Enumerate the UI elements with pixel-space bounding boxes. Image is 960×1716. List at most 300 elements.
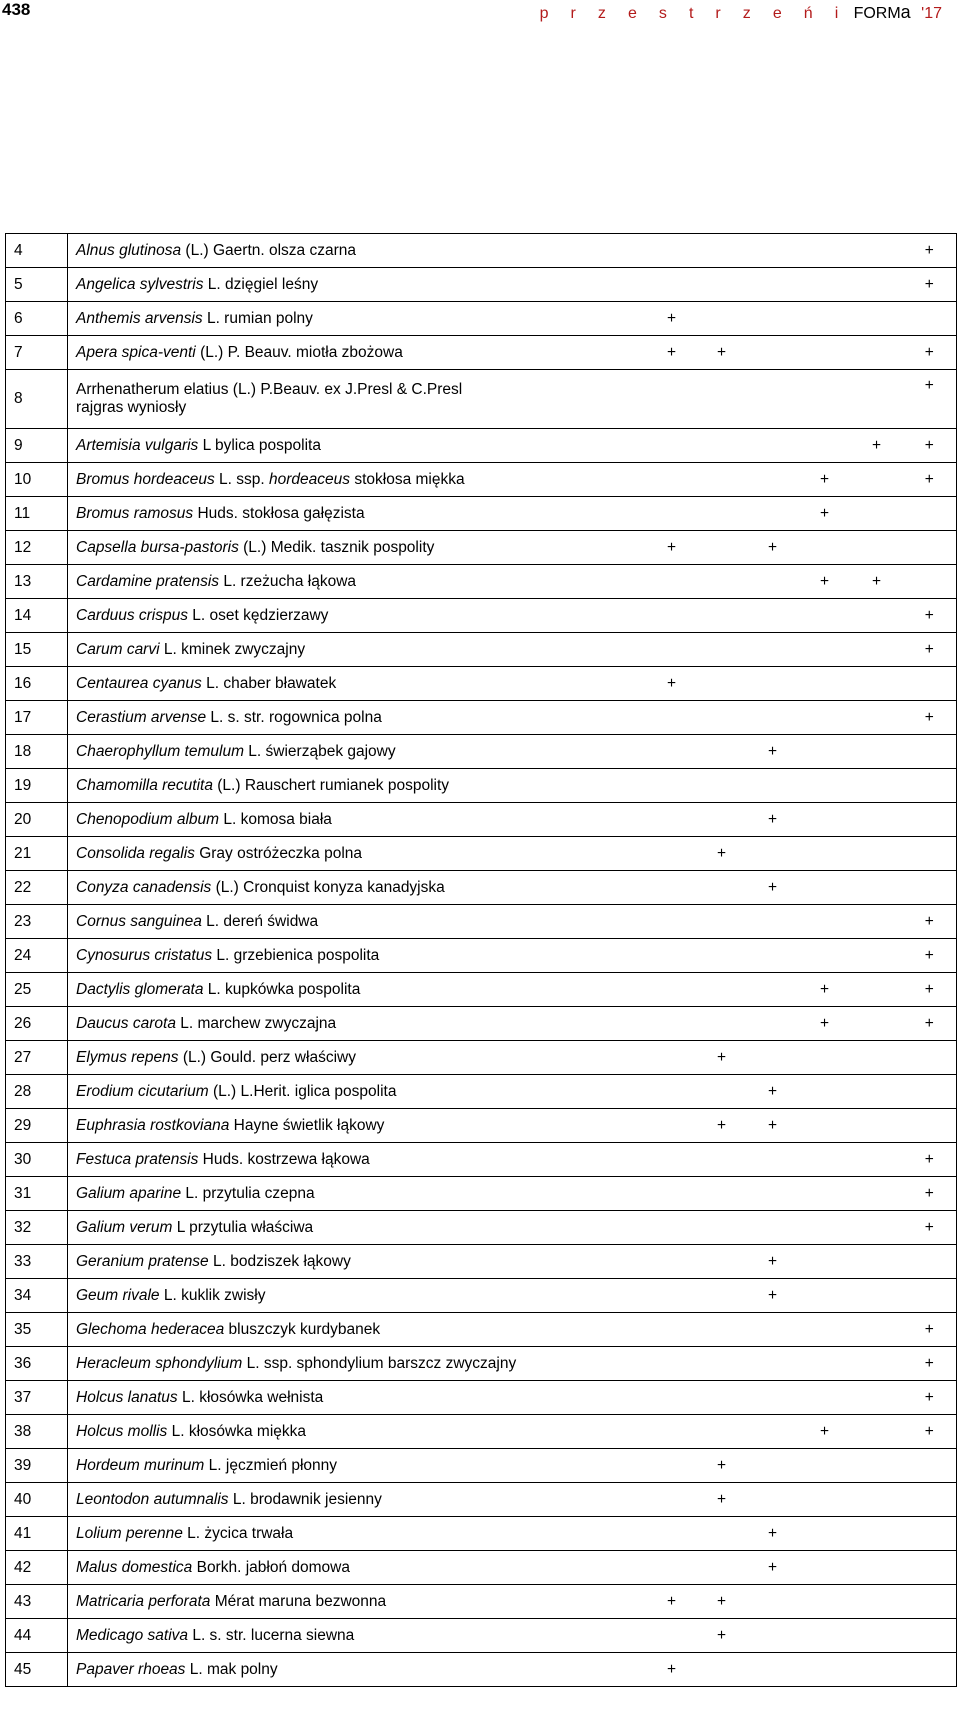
table-row <box>6 1143 957 1177</box>
table-row <box>6 973 957 1007</box>
occurrence-cell <box>851 497 903 531</box>
table-row <box>6 531 957 565</box>
species-name <box>68 1313 647 1347</box>
occurrence-cell <box>799 1007 851 1041</box>
species-name <box>68 1041 647 1075</box>
author-common-name: L przytulia właściwa <box>172 1218 314 1236</box>
occurrence-cell <box>747 1483 799 1517</box>
plus-mark: + <box>924 1422 934 1440</box>
occurrence-cell <box>799 905 851 939</box>
species-name <box>68 336 647 370</box>
occurrence-cell <box>747 1517 799 1551</box>
occurrence-cell <box>647 370 697 429</box>
species-name <box>68 905 647 939</box>
latin-name: Holcus mollis <box>76 1422 168 1440</box>
row-number: 16 <box>6 667 68 701</box>
occurrence-cell <box>799 1585 851 1619</box>
row-number: 27 <box>6 1041 68 1075</box>
occurrence-cell <box>697 1415 747 1449</box>
occurrence-cell <box>851 905 903 939</box>
author-common-name: L. chaber bławatek <box>201 674 337 692</box>
occurrence-cell <box>903 633 957 667</box>
plus-mark: + <box>924 606 934 624</box>
species-name <box>68 1585 647 1619</box>
occurrence-cell <box>851 1177 903 1211</box>
species-name <box>68 370 647 429</box>
table-row <box>6 234 957 268</box>
latin-subspecies: hordeaceus <box>269 470 351 488</box>
latin-name: Chenopodium album <box>76 810 220 828</box>
occurrence-cell <box>799 531 851 565</box>
occurrence-cell <box>747 463 799 497</box>
occurrence-cell <box>647 1381 697 1415</box>
author-common-name: L. ssp. <box>214 470 269 488</box>
occurrence-cell <box>799 1347 851 1381</box>
species-name <box>68 1007 647 1041</box>
latin-name: Cerastium arvense <box>76 708 207 726</box>
occurrence-cell <box>903 973 957 1007</box>
row-number: 21 <box>6 837 68 871</box>
plus-mark: + <box>666 674 677 692</box>
species-name <box>68 939 647 973</box>
occurrence-cell <box>903 803 957 837</box>
species-name <box>68 302 647 336</box>
latin-name: Cornus sanguinea <box>76 912 202 930</box>
occurrence-cell <box>903 667 957 701</box>
author-common-name: L. kupkówka pospolita <box>203 980 361 998</box>
row-number: 37 <box>6 1381 68 1415</box>
row-number: 13 <box>6 565 68 599</box>
latin-name: Cardamine pratensis <box>76 572 220 590</box>
plus-mark: + <box>924 241 934 259</box>
table-row <box>6 633 957 667</box>
row-number: 40 <box>6 1483 68 1517</box>
latin-name: Matricaria perforata <box>76 1592 211 1610</box>
table-row <box>6 701 957 735</box>
table-row <box>6 871 957 905</box>
journal-forma-prefix: FORM <box>853 5 901 22</box>
occurrence-cell <box>851 565 903 599</box>
table-row <box>6 1177 957 1211</box>
table-row <box>6 1517 957 1551</box>
occurrence-cell <box>647 837 697 871</box>
occurrence-cell <box>697 429 747 463</box>
plus-mark: + <box>716 1490 727 1508</box>
table-row <box>6 1483 957 1517</box>
table-row <box>6 336 957 370</box>
author-common-name: L. rzeżucha łąkowa <box>219 572 357 590</box>
latin-name: Glechoma hederacea <box>76 1320 225 1338</box>
plus-mark: + <box>666 343 677 361</box>
species-name <box>68 1551 647 1585</box>
occurrence-cell <box>647 667 697 701</box>
occurrence-cell <box>799 370 851 429</box>
author-common-name: L. mak polny <box>185 1660 278 1678</box>
species-name <box>68 1143 647 1177</box>
occurrence-cell <box>747 599 799 633</box>
occurrence-cell <box>799 1245 851 1279</box>
occurrence-cell <box>903 1483 957 1517</box>
table-row <box>6 1551 957 1585</box>
occurrence-cell <box>903 268 957 302</box>
latin-name: Galium verum <box>76 1218 173 1236</box>
occurrence-cell <box>851 1211 903 1245</box>
table-row <box>6 1007 957 1041</box>
occurrence-cell <box>851 1313 903 1347</box>
occurrence-cell <box>747 1415 799 1449</box>
row-number: 10 <box>6 463 68 497</box>
occurrence-cell <box>697 1279 747 1313</box>
occurrence-cell <box>697 1653 747 1687</box>
table-row <box>6 939 957 973</box>
occurrence-cell <box>903 234 957 268</box>
journal-title-spaced: p r z e s t r z e ń i <box>539 5 848 22</box>
occurrence-cell <box>697 1007 747 1041</box>
occurrence-cell <box>799 599 851 633</box>
occurrence-cell <box>799 1517 851 1551</box>
row-number: 41 <box>6 1517 68 1551</box>
occurrence-cell <box>851 370 903 429</box>
species-name <box>68 871 647 905</box>
occurrence-cell <box>799 268 851 302</box>
occurrence-cell <box>903 1109 957 1143</box>
occurrence-cell <box>799 1483 851 1517</box>
author-common-name: L. przytulia czepna <box>181 1184 315 1202</box>
species-name <box>68 1653 647 1687</box>
author-common-name: (L.) Gaertn. olsza czarna <box>181 241 356 259</box>
occurrence-cell <box>647 803 697 837</box>
occurrence-cell <box>851 1347 903 1381</box>
row-number: 35 <box>6 1313 68 1347</box>
plus-mark: + <box>767 1252 778 1270</box>
row-number: 24 <box>6 939 68 973</box>
occurrence-cell <box>851 1483 903 1517</box>
plus-mark: + <box>924 275 934 293</box>
occurrence-cell <box>647 1551 697 1585</box>
occurrence-cell <box>697 1211 747 1245</box>
occurrence-cell <box>851 735 903 769</box>
table-row <box>6 370 957 429</box>
occurrence-cell <box>903 1177 957 1211</box>
occurrence-cell <box>851 599 903 633</box>
row-number: 22 <box>6 871 68 905</box>
occurrence-cell <box>903 1211 957 1245</box>
occurrence-cell <box>647 1245 697 1279</box>
common-name: rajgras wyniosły <box>76 399 187 416</box>
occurrence-cell <box>903 565 957 599</box>
table-row <box>6 1075 957 1109</box>
occurrence-cell <box>747 1211 799 1245</box>
plus-mark: + <box>924 912 934 930</box>
latin-name: Malus domestica <box>76 1558 193 1576</box>
plus-mark: + <box>716 1048 727 1066</box>
occurrence-cell <box>851 1279 903 1313</box>
latin-name: Dactylis glomerata <box>76 980 204 998</box>
occurrence-cell <box>851 973 903 1007</box>
occurrence-cell <box>647 905 697 939</box>
occurrence-cell <box>697 667 747 701</box>
plus-mark: + <box>924 470 934 488</box>
species-name <box>68 429 647 463</box>
page-header <box>0 0 960 30</box>
occurrence-cell <box>697 769 747 803</box>
occurrence-cell <box>697 633 747 667</box>
occurrence-cell <box>647 701 697 735</box>
row-number: 32 <box>6 1211 68 1245</box>
author-common-name: (L.) L.Herit. iglica pospolita <box>208 1082 397 1100</box>
occurrence-cell <box>747 1245 799 1279</box>
occurrence-cell <box>747 268 799 302</box>
plus-mark: + <box>924 1354 934 1372</box>
occurrence-cell <box>697 370 747 429</box>
occurrence-cell <box>903 769 957 803</box>
latin-name: Elymus repens <box>76 1048 179 1066</box>
author-common-name: (L.) P. Beauv. miotła zbożowa <box>195 343 403 361</box>
journal-year: '17 <box>921 5 942 22</box>
occurrence-cell <box>851 302 903 336</box>
row-number: 42 <box>6 1551 68 1585</box>
author-common-name: Mérat maruna bezwonna <box>210 1592 387 1610</box>
plus-mark: + <box>924 1150 934 1168</box>
page-number: 438 <box>2 0 31 19</box>
row-number: 23 <box>6 905 68 939</box>
table-row <box>6 735 957 769</box>
occurrence-cell <box>799 1075 851 1109</box>
occurrence-cell <box>799 667 851 701</box>
occurrence-cell <box>851 667 903 701</box>
latin-name: Consolida regalis <box>76 844 195 862</box>
author-common-name: L. marchew zwyczajna <box>175 1014 337 1032</box>
species-name <box>68 1619 647 1653</box>
occurrence-cell <box>799 1143 851 1177</box>
occurrence-cell <box>799 735 851 769</box>
occurrence-cell <box>903 1041 957 1075</box>
plus-mark: + <box>924 1184 934 1202</box>
occurrence-cell <box>799 939 851 973</box>
occurrence-cell <box>903 497 957 531</box>
row-number: 38 <box>6 1415 68 1449</box>
occurrence-cell <box>747 1619 799 1653</box>
occurrence-cell <box>647 336 697 370</box>
occurrence-cell <box>747 1143 799 1177</box>
row-number: 14 <box>6 599 68 633</box>
row-number: 25 <box>6 973 68 1007</box>
occurrence-cell <box>903 429 957 463</box>
row-number: 6 <box>6 302 68 336</box>
plus-mark: + <box>924 946 934 964</box>
occurrence-cell <box>747 735 799 769</box>
latin-name: Bromus hordeaceus <box>76 470 215 488</box>
occurrence-cell <box>647 531 697 565</box>
occurrence-cell <box>903 1245 957 1279</box>
plus-mark: + <box>819 572 830 590</box>
journal-title-forma <box>853 2 911 22</box>
table-row <box>6 1449 957 1483</box>
author-common-name: (L.) Cronquist konyza kanadyjska <box>211 878 445 896</box>
occurrence-cell <box>697 1041 747 1075</box>
plus-mark: + <box>924 343 934 361</box>
plus-mark: + <box>767 538 778 556</box>
occurrence-cell <box>903 599 957 633</box>
occurrence-cell <box>747 905 799 939</box>
occurrence-cell <box>747 370 799 429</box>
table-row <box>6 302 957 336</box>
species-name <box>68 633 647 667</box>
plus-mark: + <box>871 572 882 590</box>
author-common-name: L. grzebienica pospolita <box>212 946 380 964</box>
occurrence-cell <box>851 531 903 565</box>
row-number: 19 <box>6 769 68 803</box>
plus-mark: + <box>767 1082 778 1100</box>
table-row <box>6 1041 957 1075</box>
author-common-name: Huds. kostrzewa łąkowa <box>198 1150 370 1168</box>
occurrence-cell <box>747 234 799 268</box>
author-common-name: L. świerząbek gajowy <box>244 742 396 760</box>
table-row <box>6 667 957 701</box>
author-common-name: L. rumian polny <box>202 309 313 327</box>
occurrence-cell <box>697 268 747 302</box>
latin-name: Galium aparine <box>76 1184 182 1202</box>
occurrence-cell <box>799 336 851 370</box>
author-common-name: L bylica pospolita <box>198 436 321 454</box>
occurrence-cell <box>799 1653 851 1687</box>
occurrence-cell <box>747 667 799 701</box>
occurrence-cell <box>799 302 851 336</box>
occurrence-cell <box>799 429 851 463</box>
species-table <box>5 233 957 1687</box>
author-common-name: L. s. str. lucerna siewna <box>188 1626 355 1644</box>
occurrence-cell <box>903 1517 957 1551</box>
plus-mark: + <box>871 436 882 454</box>
latin-name: Alnus glutinosa <box>76 241 182 259</box>
occurrence-cell <box>903 463 957 497</box>
occurrence-cell <box>747 531 799 565</box>
occurrence-cell <box>799 234 851 268</box>
species-name <box>68 1177 647 1211</box>
species-table-body <box>6 234 957 1687</box>
occurrence-cell <box>799 1177 851 1211</box>
occurrence-cell <box>697 1143 747 1177</box>
occurrence-cell <box>647 973 697 1007</box>
occurrence-cell <box>747 1109 799 1143</box>
row-number: 11 <box>6 497 68 531</box>
occurrence-cell <box>647 463 697 497</box>
occurrence-cell <box>647 1347 697 1381</box>
occurrence-cell <box>851 1585 903 1619</box>
table-row <box>6 429 957 463</box>
plus-mark: + <box>924 1218 934 1236</box>
occurrence-cell <box>851 803 903 837</box>
occurrence-cell <box>799 871 851 905</box>
occurrence-cell <box>647 599 697 633</box>
plus-mark: + <box>819 1014 830 1032</box>
species-name <box>68 1415 647 1449</box>
plus-mark: + <box>767 878 778 896</box>
occurrence-cell <box>851 701 903 735</box>
row-number: 36 <box>6 1347 68 1381</box>
table-row <box>6 1415 957 1449</box>
occurrence-cell <box>747 1551 799 1585</box>
plus-mark: + <box>767 742 778 760</box>
occurrence-cell <box>647 234 697 268</box>
journal-forma-suffix: a <box>900 2 911 22</box>
author-common-name: Gray ostróżeczka polna <box>194 844 363 862</box>
occurrence-cell <box>697 973 747 1007</box>
occurrence-cell <box>647 1313 697 1347</box>
occurrence-cell <box>697 1347 747 1381</box>
occurrence-cell <box>697 1075 747 1109</box>
plus-mark: + <box>819 470 830 488</box>
row-number: 26 <box>6 1007 68 1041</box>
occurrence-cell <box>697 1245 747 1279</box>
plus-mark: + <box>716 1116 727 1134</box>
plus-mark: + <box>924 980 934 998</box>
occurrence-cell <box>903 1347 957 1381</box>
table-row <box>6 1653 957 1687</box>
occurrence-cell <box>851 1143 903 1177</box>
occurrence-cell <box>851 871 903 905</box>
occurrence-cell <box>747 633 799 667</box>
species-name <box>68 1517 647 1551</box>
occurrence-cell <box>903 939 957 973</box>
occurrence-cell <box>697 463 747 497</box>
occurrence-cell <box>747 497 799 531</box>
occurrence-cell <box>851 939 903 973</box>
occurrence-cell <box>747 1279 799 1313</box>
occurrence-cell <box>851 429 903 463</box>
occurrence-cell <box>697 905 747 939</box>
author-common-name: L. życica trwała <box>182 1524 294 1542</box>
occurrence-cell <box>799 1313 851 1347</box>
occurrence-cell <box>697 531 747 565</box>
occurrence-cell <box>697 871 747 905</box>
plus-mark: + <box>819 980 830 998</box>
species-name <box>68 1211 647 1245</box>
species-name <box>68 599 647 633</box>
occurrence-cell <box>747 1007 799 1041</box>
species-name <box>68 769 647 803</box>
occurrence-cell <box>647 1109 697 1143</box>
table-row <box>6 769 957 803</box>
latin-name: Geranium pratense <box>76 1252 209 1270</box>
table-row <box>6 1347 957 1381</box>
species-name <box>68 701 647 735</box>
plus-mark: + <box>767 810 778 828</box>
author-common-name: L. dzięgiel leśny <box>203 275 319 293</box>
author-common-name: L. kłosówka wełnista <box>177 1388 324 1406</box>
plus-mark: + <box>767 1524 778 1542</box>
latin-name: Geum rivale <box>76 1286 160 1304</box>
plus-mark: + <box>716 1626 727 1644</box>
row-number: 17 <box>6 701 68 735</box>
latin-name: Erodium cicutarium <box>76 1082 209 1100</box>
occurrence-cell <box>697 234 747 268</box>
occurrence-cell <box>799 769 851 803</box>
occurrence-cell <box>647 1279 697 1313</box>
plus-mark: + <box>666 1660 677 1678</box>
species-name <box>68 667 647 701</box>
occurrence-cell <box>903 837 957 871</box>
occurrence-cell <box>647 735 697 769</box>
species-name <box>68 1109 647 1143</box>
plus-mark: + <box>666 309 677 327</box>
occurrence-cell <box>747 1177 799 1211</box>
author-common-name: (L.) Gould. perz właściwy <box>178 1048 356 1066</box>
occurrence-cell <box>903 1619 957 1653</box>
latin-name: Artemisia vulgaris <box>76 436 199 454</box>
occurrence-cell <box>851 1449 903 1483</box>
occurrence-cell <box>851 463 903 497</box>
